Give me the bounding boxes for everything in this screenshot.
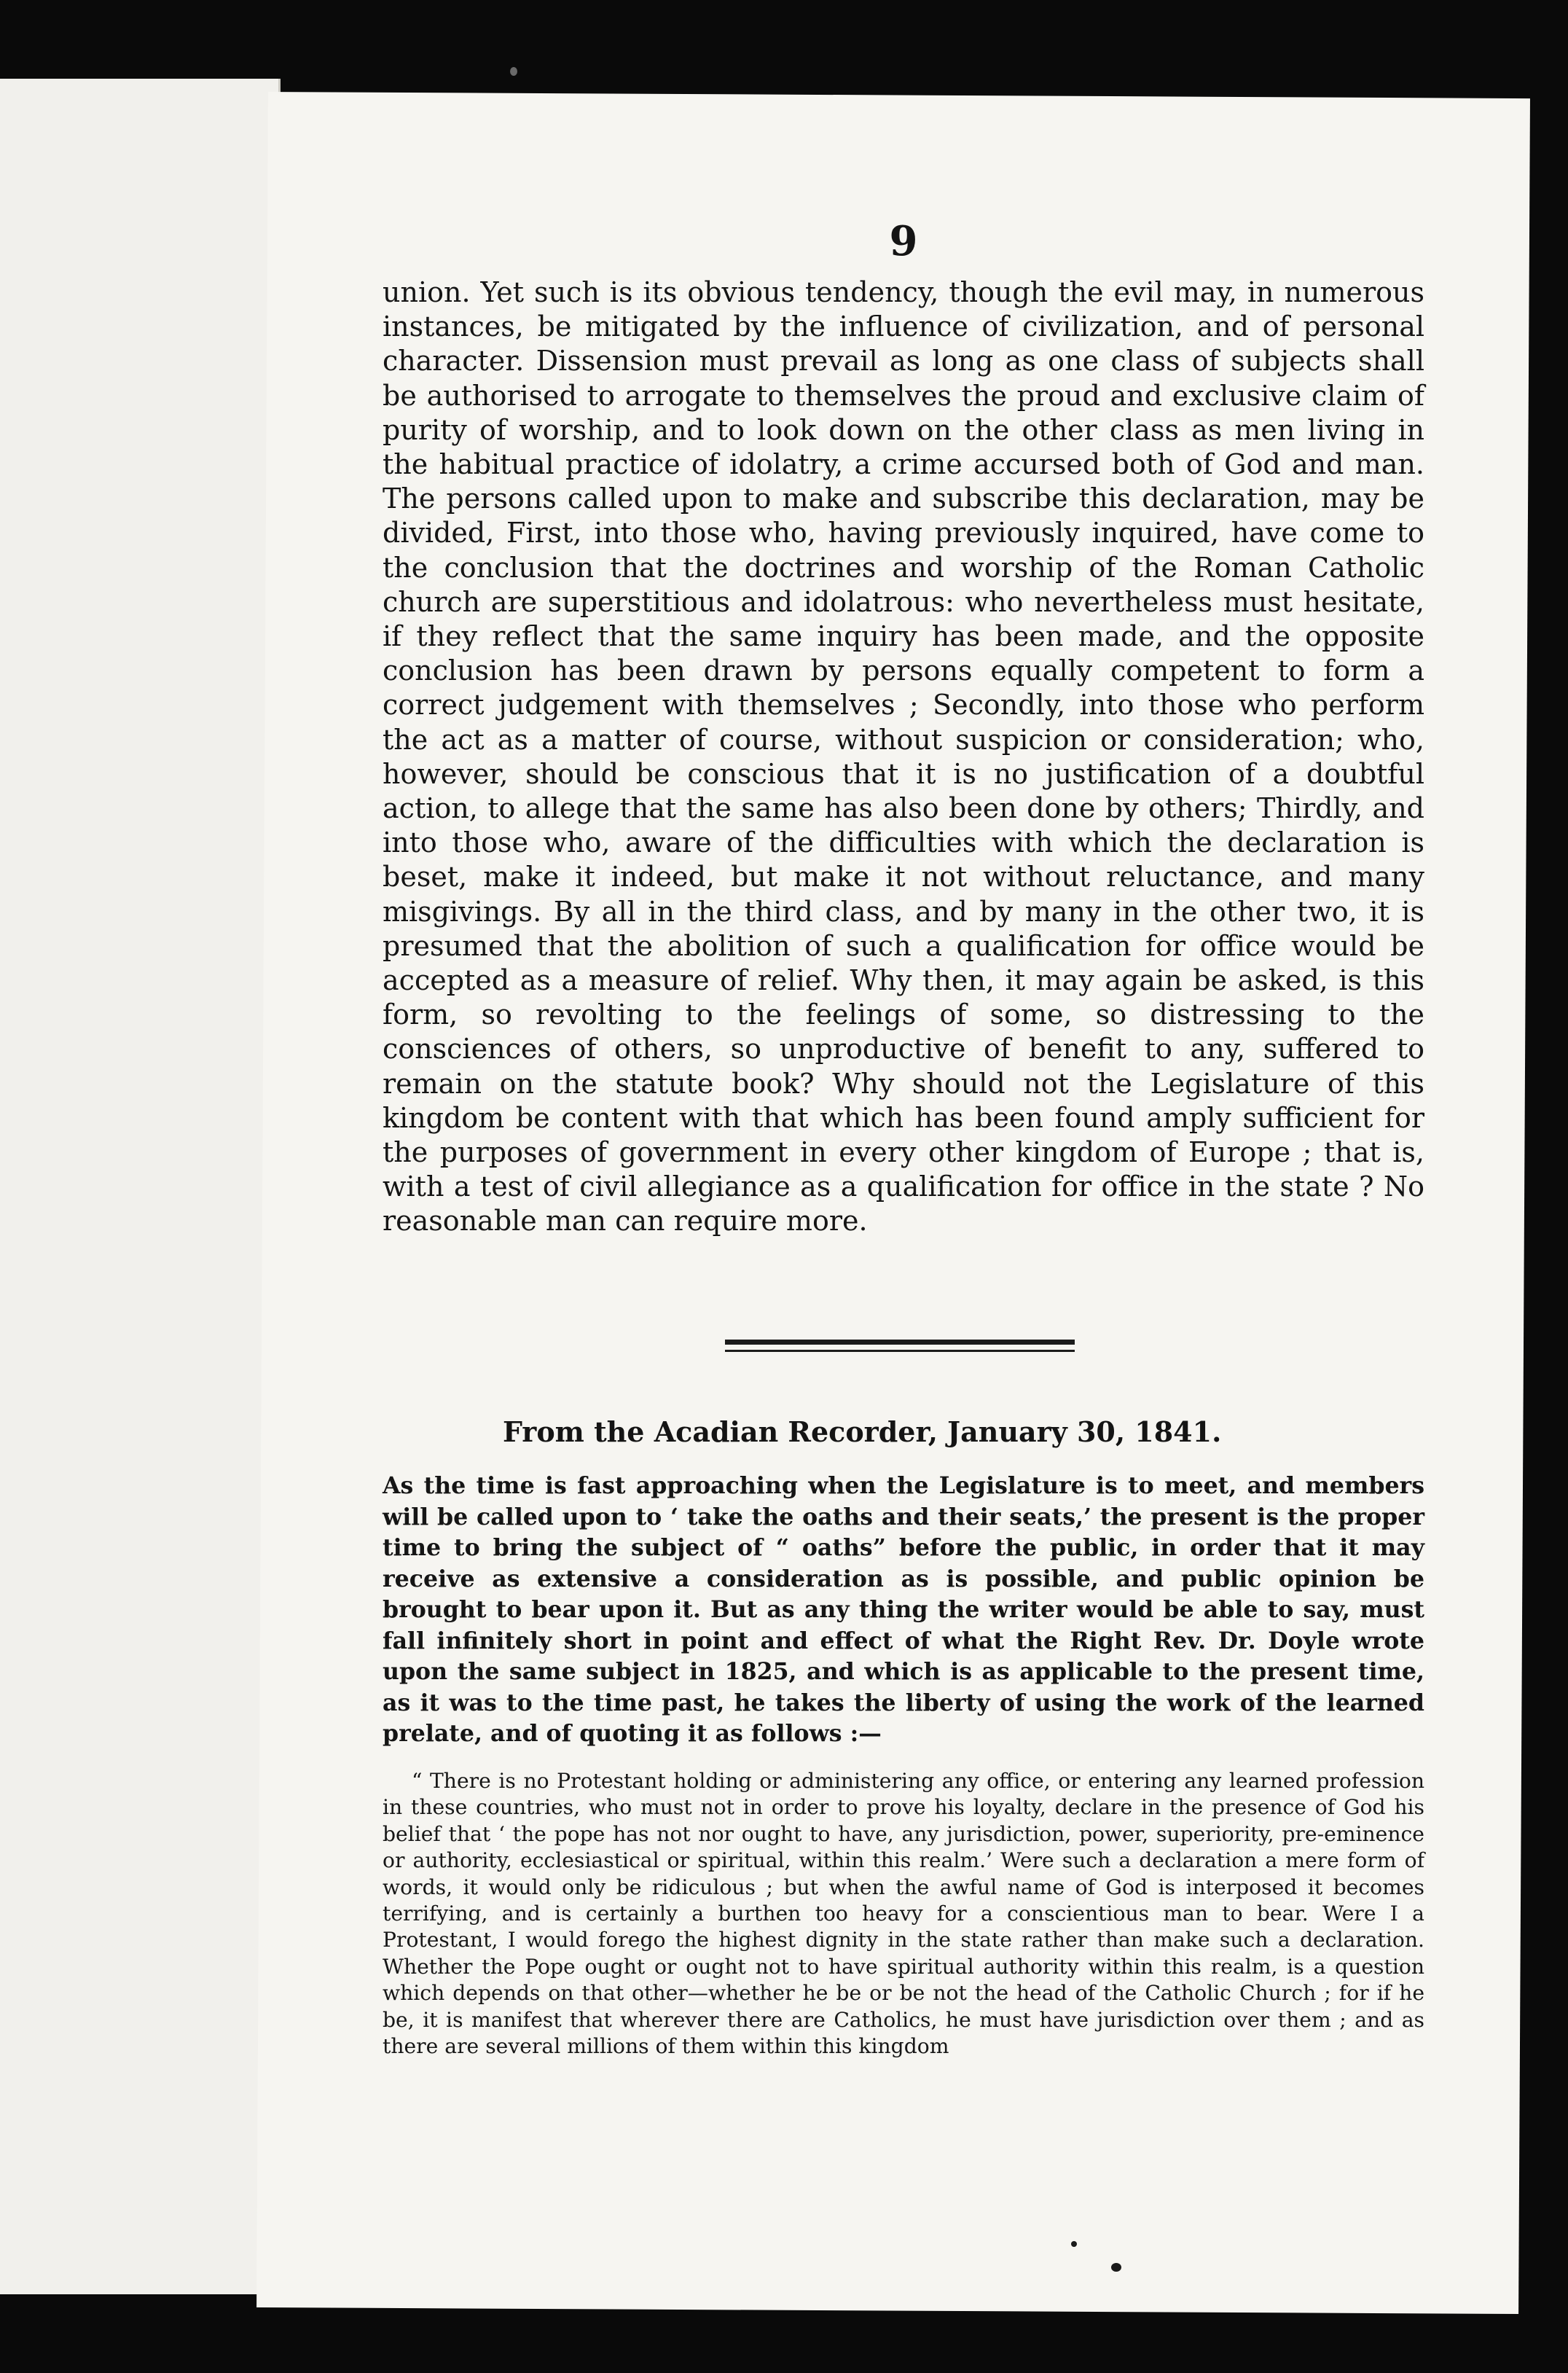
quotation-paragraph: “ There is no Protestant holding or administering any office, or entering any learned profession in these countries, who must not in order to prove his loyalty, declare in the presence of God his belief that ‘ the pope has not nor ought to have, any jurisdiction, power, superiority, pre-eminence or authority, ecclesiastical or spiritual, within this realm.’ Were such a declaration a mere form of words, it would only be ridiculous ; but when the awful name of God is interposed it becomes terrifying, and is certainly a burthen too heavy for a conscientious man to bear. Were I a Protestant, I would forego the highest dignity in the state rather than make such a declaration. Whether the Pope ought or ought not to have spiritual authority within this realm, is a question which depends on that other—whether he be or be not the head of the Catholic Church ; for if he be, it is manifest that wherever there are Catholics, he must have jurisdiction over them ; and as there are several millions of them within this kingdom: [383, 1769, 1424, 2059]
ink-speck: [1071, 2241, 1077, 2247]
section-divider-thin: [725, 1350, 1075, 1352]
intro-paragraph: As the time is fast approaching when the Legislature is to meet, and members will be called upon to ‘ take the oaths and their seats,’ the present is the proper time to bring the subject of “ oaths” before the public, in order that it may receive as extensive a consideration as is possible, and public opinion be brought to bear upon it. But as any thing the writer would be able to say, must fall infinitely short in point and effect of what the Right Rev. Dr. Doyle wrote upon the same subject in 1825, and which is as applicable to the present time, as it was to the time past, he takes the liberty of using the work of the learned prelate, and of quoting it as follows :—: [383, 1472, 1424, 1747]
section-divider-thick: [725, 1340, 1075, 1345]
facing-page: [0, 79, 281, 2294]
page-number: 9: [889, 217, 918, 265]
ink-speck: [510, 67, 517, 76]
ink-speck: [1111, 2263, 1121, 2272]
body-paragraph: union. Yet such is its obvious tendency, though the evil may, in numerous instances, be mitigated by the influence of civilization, and of personal character. Dissension must prevail as long as one class of subjects shall be authorised to arrogate to themselves the proud and exclusive claim of purity of worship, and to look down on the other class as men living in the habitual practice of idolatry, a crime accursed both of God and man. The persons called upon to make and subscribe this declaration, may be divided, First, into those who, having previously inquired, have come to the conclusion that the doctrines and worship of the Roman Catholic church are superstitious and idolatrous: who nevertheless must hesitate, if they reflect that the same inquiry has been made, and the opposite conclusion has been drawn by persons equally competent to form a correct judgement with themselves ; Secondly, into those who perform the act as a matter of course, without suspicion or consideration; who, however, should be conscious that it is no justification of a doubtful action, to allege that the same has also been done by others; Thirdly, and into those who, aware of the difficulties with which the declaration is beset, make it indeed, but make it not without reluctance, and many misgivings. By all in the third class, and by many in the other two, it is presumed that the abolition of such a qualification for office would be accepted as a measure of relief. Why then, it may again be asked, is this form, so revolting to the feelings of some, so distressing to the consciences of others, so unproductive of benefit to any, suffered to remain on the statute book? Why should not the Legislature of this kingdom be content with that which has been found amply sufficient for the purposes of government in every other kingdom of Europe ; that is, with a test of civil allegiance as a qualification for office in the state ? No reasonable man can require more.: [383, 276, 1424, 1238]
section-heading: From the Acadian Recorder, January 30, 1841.: [503, 1415, 1222, 1448]
